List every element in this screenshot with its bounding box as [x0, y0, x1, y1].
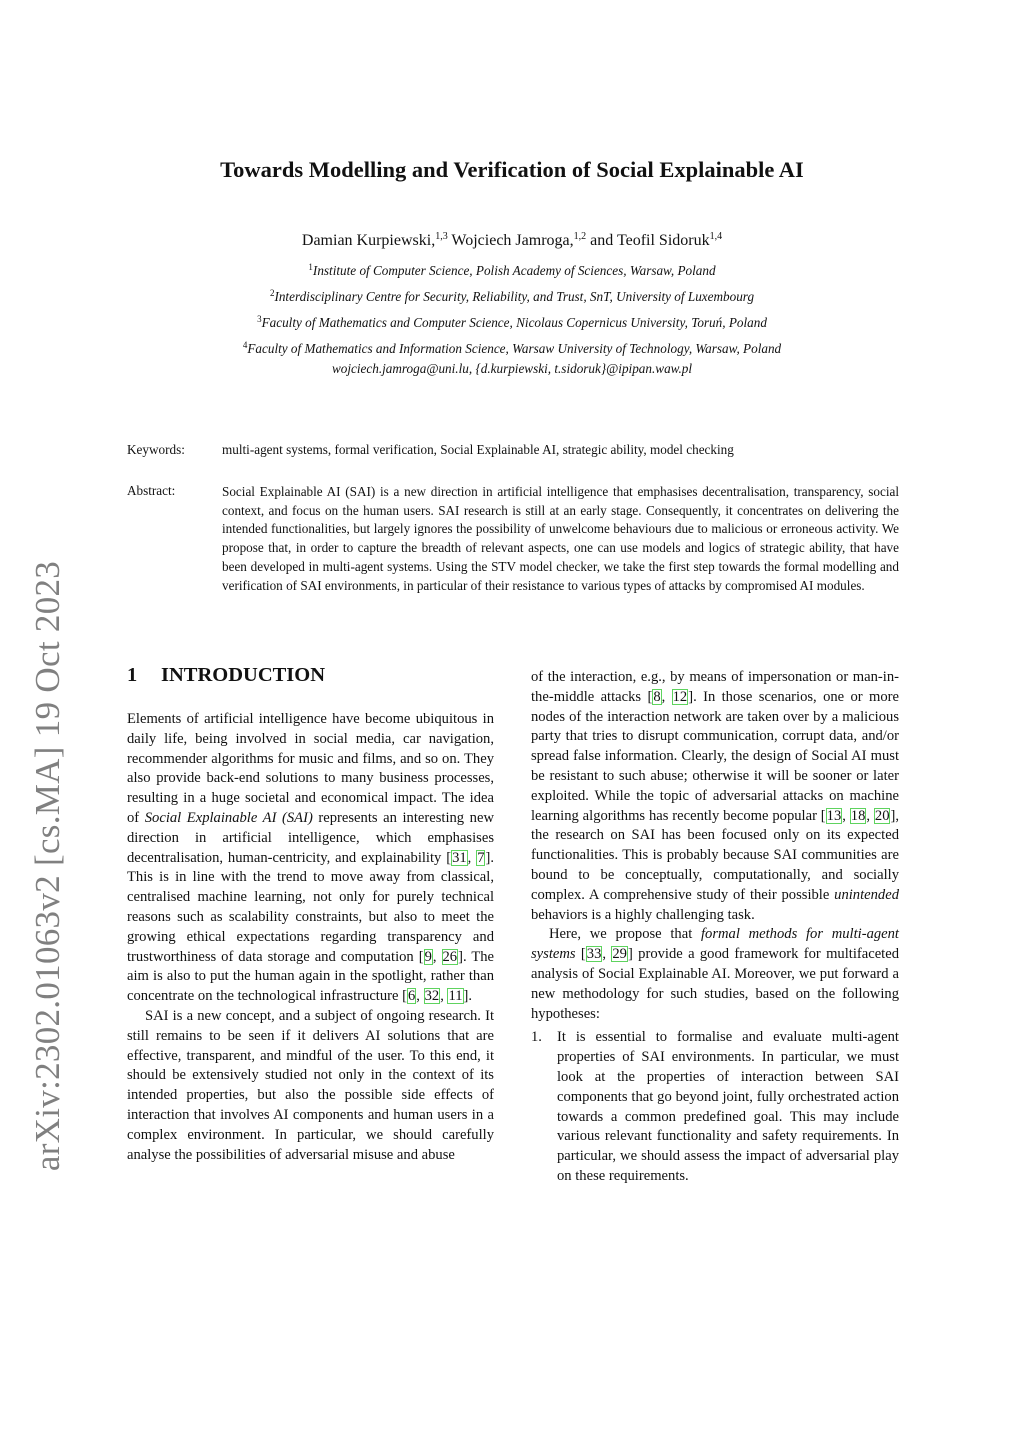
- text-run: ].: [463, 988, 473, 1005]
- affiliation-1-sup: 1: [308, 262, 313, 272]
- citation-link[interactable]: 8: [653, 688, 661, 705]
- author-3: and Teofil Sidoruk: [586, 232, 710, 249]
- emphasis-sai: Social Explainable AI (SAI): [144, 809, 313, 826]
- keywords-text: multi-agent systems, formal verification, Social Explainable AI, strategic ability, model checking: [222, 442, 734, 457]
- left-column: [127, 710, 494, 1165]
- affiliation-4: [0, 334, 1024, 360]
- abstract-label: Abstract:: [127, 483, 176, 498]
- hypothesis-text: It is essential to formalise and evaluate multi-agent properties of SAI environments. In particular, we must look at the properties of interaction between SAI components that go beyond joint, fully orchestrated action towards a common predefined goal. This may include various relevant functionality and safety requirements. In particular, we should assess the impact of adversarial play on these requirements.: [557, 1029, 899, 1184]
- citation-link[interactable]: 6: [408, 988, 416, 1005]
- section-number: 1: [127, 664, 138, 686]
- intro-paragraph-3: of the interaction, e.g., by means of impersonation or man-in-the-middle attacks [8, 12]. In those scenarios, one or more nodes of the interaction network are taken over by a malicious party that tries to disrupt communication, corrupt data, and/or spread false information. Clearly, the design of Social AI must be resistant to such abuse; otherwise it will be sooner or later exploited. While the topic of adversarial attacks on machine learning algorithms has recently become popular [13, 18, 20], the research on SAI has been focused only on its expected functionalities. This is probably because SAI communities are bound to be conceptually, computationally, and socially complex. A comprehensive study of their possible unintended behaviors is a highly challenging task.: [531, 669, 899, 923]
- author-emails: wojciech.jamroga@uni.lu, {d.kurpiewski, t.sidoruk}@ipipan.waw.pl: [331, 361, 693, 376]
- text-run: behaviors is a highly challenging task.: [531, 906, 755, 923]
- arxiv-stamp: arXiv:2302.01063v2 [cs.MA] 19 Oct 2023: [28, 560, 67, 1172]
- author-2-affil: 1,2: [573, 231, 587, 242]
- emphasis-formal-methods: formal methods for multi-agent systems: [531, 926, 899, 963]
- affiliations: [0, 256, 1024, 378]
- paper-title: Towards Modelling and Verification of Social Explainable AI: [220, 157, 804, 182]
- citation-link[interactable]: 31: [452, 849, 467, 866]
- keywords-label: Keywords:: [127, 442, 185, 457]
- text-run: represents an interesting new direction in artificial intelligence, which emphasises decentralisation, human-centricity, and explainability [: [127, 809, 494, 866]
- affiliation-3-text: Faculty of Mathematics and Computer Science, Nicolaus Copernicus University, Toruń, Poland: [261, 315, 767, 330]
- section-title: INTRODUCTION: [161, 664, 326, 686]
- text-run: ]. In those scenarios, one or more nodes of the interaction network are taken over by a malicious party that tries to disrupt communication, corrupt data, and/or spread false information. Clearly, the design of Social AI must be resistant to such abuse; otherwise it will be sooner or later exploited. While the topic of adversarial attacks on machine learning algorithms has recently become popular [: [531, 688, 899, 824]
- citation-link[interactable]: 18: [850, 807, 866, 824]
- text-run: of the interaction, e.g., by means of impersonation or man-in-the-middle attacks [: [531, 669, 899, 705]
- emphasis-unintended: unintended: [834, 886, 899, 903]
- text-run: Elements of artificial intelligence have become ubiquitous in daily life, being involved in social media, car navigation, recommender algorithms for music and films, and so on. They also provide back-end solutions to many business processes, resulting in a huge societal and economical impact. The idea of: [127, 711, 494, 826]
- affiliation-2: [0, 282, 1024, 308]
- intro-paragraph-2: SAI is a new concept, and a subject of ongoing research. It still remains to be seen if it delivers AI solutions that are effective, transparent, and mindful of the user. To this end, it should be extensively studied not only in the context of its intended properties, but also the possible side effects of interaction that involves AI components and human users in a complex environment. In particular, we should carefully analyse the possibilities of adversarial misuse and abuse: [127, 1007, 494, 1163]
- section-heading: [127, 664, 325, 687]
- author-line: [0, 231, 1024, 250]
- text-run: [: [575, 946, 586, 963]
- author-1: Damian Kurpiewski,: [301, 232, 436, 249]
- affiliation-3: [0, 308, 1024, 334]
- affiliation-3-sup: 3: [257, 314, 262, 324]
- affiliation-4-text: Faculty of Mathematics and Information Science, Warsaw University of Technology, Warsaw, Poland: [247, 341, 782, 356]
- text-run: ], the research on SAI has been focused only on its expected functionalities. This is probably because SAI communities are bound to be conceptually, computationally, and socially complex. A comprehensive study of their possible: [531, 807, 899, 903]
- intro-paragraph-4: Here, we propose that formal methods for multi-agent systems [33, 29] provide a good framework for multifaceted analysis of Social Explainable AI. Moreover, we put forward a new methodology for such studies, based on the following hypotheses:: [531, 926, 900, 1022]
- citation-link[interactable]: 7: [477, 849, 485, 866]
- text-run: ] provide a good framework for multifaceted analysis of Social Explainable AI. Moreover, we put forward a new methodology for such studies, based on the following hypotheses:: [531, 946, 900, 1022]
- citation-link[interactable]: 20: [874, 807, 890, 824]
- abstract-text: Social Explainable AI (SAI) is a new direction in artificial intelligence that emphasises decentralisation, transparency, social context, and focus on the human users. SAI research is still at an early stage. Consequently, it concentrates on delivering the intended functionalities, but largely ignores the possibility of unwelcome behaviours due to malicious or erroneous activity. We propose that, in order to capture the breadth of relevant aspects, one can use models and logics of strategic ability, that have been developed in multi-agent systems. Using the STV model checker, we take the first step towards the formal modelling and verification of SAI environments, in particular of their resistance to various types of attacks by compromised AI modules.: [222, 484, 899, 593]
- citation-link[interactable]: 33: [586, 946, 602, 963]
- author-1-affil: 1,3: [435, 231, 448, 242]
- citation-link[interactable]: 13: [826, 807, 842, 824]
- intro-paragraph-1: Elements of artificial intelligence have become ubiquitous in daily life, being involved in social media, car navigation, recommender algorithms for music and films, and so on. They also provide back-end solutions to many business processes, resulting in a huge societal and economical impact. The idea of Social Explainable AI (SAI) represents an interesting new direction in artificial intelligence, which emphasises decentralisation, human-centricity, and explainability [31, 7]. This is in line with the trend to move away from classical, centralised machine learning, not only for purely technical reasons such as scalability constraints, but also to meet the growing ethical expectations regarding transparency and trustworthiness of data storage and computation [9, 26]. The aim is also to put the human again in the spotlight, rather than concentrate on the technological infrastructure [6, 32, 11].: [127, 711, 495, 1005]
- author-2: Wojciech Jamroga,: [447, 232, 574, 249]
- citation-link[interactable]: 29: [612, 946, 627, 963]
- affiliation-4-sup: 4: [242, 340, 248, 350]
- citation-link[interactable]: 32: [424, 988, 440, 1005]
- text-run: ]. This is in line with the trend to move away from classical, centralised machine learning, not only for purely technical reasons such as scalability constraints, but also to meet the growing ethical expectations regarding transparency and trustworthiness of data storage and computation [: [127, 849, 494, 965]
- hypothesis-number: 1.: [531, 1029, 542, 1046]
- citation-link[interactable]: 12: [672, 688, 688, 705]
- affiliation-1: [0, 256, 1024, 282]
- affiliation-2-text: Interdisciplinary Centre for Security, Reliability, and Trust, SnT, University of Luxembourg: [274, 289, 755, 304]
- text-run: ]. The aim is also to put the human again in the spotlight, rather than concentrate on the technological infrastructure [: [127, 948, 495, 1005]
- hypothesis-item-1: [531, 1028, 899, 1186]
- affiliation-1-text: Institute of Computer Science, Polish Academy of Sciences, Warsaw, Poland: [312, 263, 716, 278]
- citation-link[interactable]: 11: [448, 988, 463, 1005]
- citation-link[interactable]: 9: [424, 948, 432, 965]
- citation-link[interactable]: 26: [442, 948, 458, 965]
- right-column: [531, 668, 899, 1187]
- text-run: Here, we propose that: [549, 926, 701, 943]
- affiliation-2-sup: 2: [269, 288, 275, 298]
- author-3-affil: 1,4: [709, 231, 723, 242]
